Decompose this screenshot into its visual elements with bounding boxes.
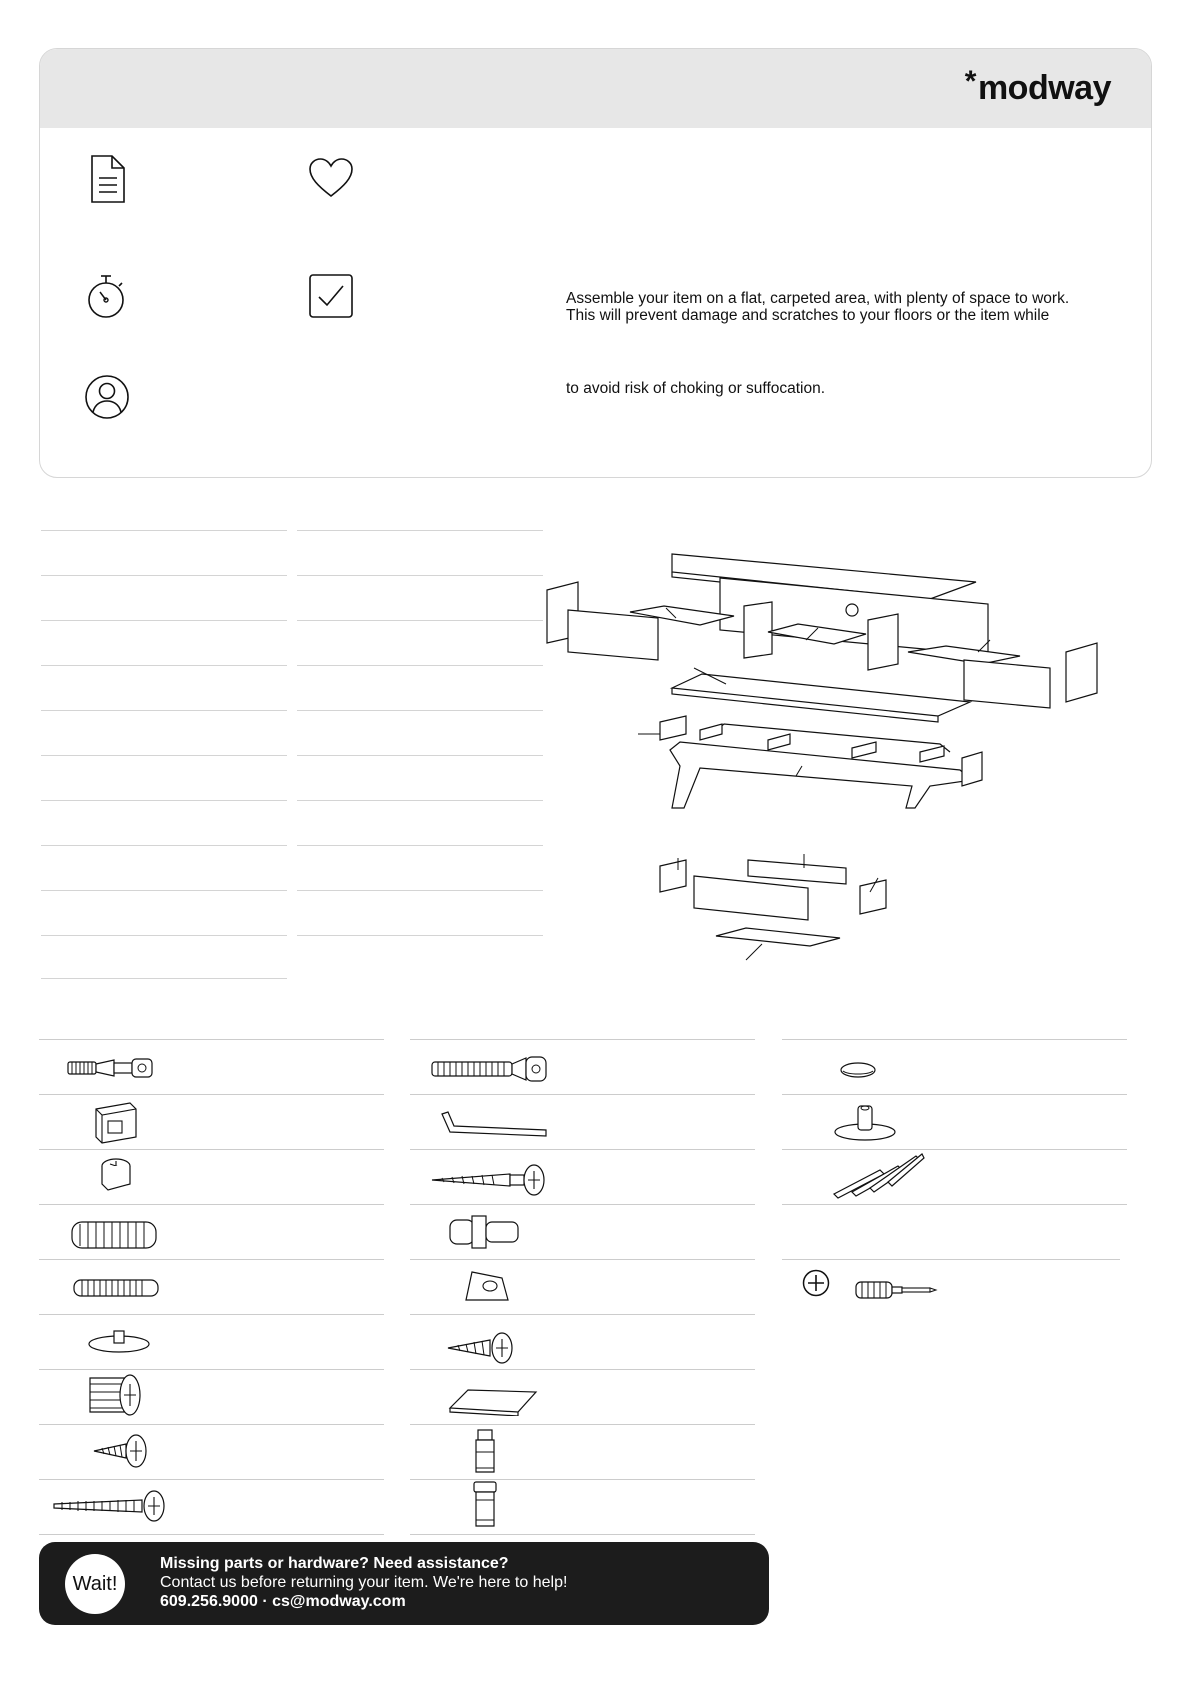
hardware-row-divider: [39, 1424, 384, 1425]
screwdriver-icon: [854, 1278, 938, 1302]
parts-row-divider: [297, 755, 543, 756]
parts-row-divider: [41, 845, 287, 846]
left-door: [568, 610, 658, 660]
parts-row-divider: [297, 575, 543, 576]
stopwatch-icon: [86, 273, 128, 319]
cam-lock-large-icon: [90, 1099, 140, 1145]
parts-row-divider: [41, 665, 287, 666]
wait-badge: Wait!: [65, 1554, 125, 1614]
long-cam-bolt-icon: [430, 1054, 550, 1084]
hardware-row-divider: [410, 1149, 755, 1150]
bumper-pin-icon: [472, 1428, 498, 1478]
tip-line-1: Assemble your item on a flat, carpeted area, with plenty of space to work.: [566, 290, 1070, 307]
felt-pad-icon: [448, 1386, 540, 1416]
cam-bolt-icon: [66, 1054, 166, 1082]
hardware-row-divider: [410, 1479, 755, 1480]
hardware-row-divider: [39, 1204, 384, 1205]
parts-row-divider: [41, 755, 287, 756]
left-divider: [744, 602, 772, 658]
small-wood-screw-icon: [446, 1330, 522, 1366]
parts-row-divider: [41, 890, 287, 891]
parts-row-divider: [297, 935, 543, 936]
drawer-front: [694, 876, 808, 920]
hardware-row-divider: [782, 1259, 1120, 1260]
parts-row-divider: [41, 800, 287, 801]
parts-row-divider: [297, 710, 543, 711]
drawer-right: [860, 880, 886, 914]
parts-row-divider: [41, 978, 287, 979]
phillips-head-icon: [801, 1268, 831, 1298]
long-screw-icon: [52, 1488, 172, 1524]
drawer-back: [748, 860, 846, 884]
hardware-row-divider: [39, 1369, 384, 1370]
hardware-row-divider: [39, 1259, 384, 1260]
instructions-card: [39, 48, 1152, 478]
shelf-pin-icon: [448, 1214, 524, 1252]
parts-row-divider: [297, 665, 543, 666]
parts-row-divider: [41, 935, 287, 936]
help-contact[interactable]: 609.256.9000 · cs@modway.com: [160, 1593, 406, 1610]
hardware-row-divider: [39, 1039, 384, 1040]
short-screw-icon: [92, 1432, 152, 1470]
help-body: Contact us before returning your item. We're here to help!: [160, 1574, 568, 1591]
right-divider: [868, 614, 898, 670]
card-header: [40, 49, 1151, 128]
tip-line-3: to avoid risk of choking or suffocation.: [566, 380, 826, 397]
parts-row-divider: [297, 890, 543, 891]
tip-line-2: This will prevent damage and scratches to your floors or the item while: [566, 307, 1050, 324]
help-banner: [39, 1542, 769, 1625]
right-end-panel: [1066, 643, 1097, 702]
parts-row-divider: [41, 710, 287, 711]
hardware-row-divider: [410, 1534, 755, 1535]
bumper-pin-large-icon: [470, 1480, 500, 1532]
heart-icon: [308, 157, 354, 199]
parts-row-divider: [41, 530, 287, 531]
hardware-row-divider: [410, 1094, 755, 1095]
glide-foot-icon: [86, 1325, 152, 1355]
parts-row-divider: [297, 800, 543, 801]
parts-row-divider: [41, 575, 287, 576]
cam-lock-small-icon: [98, 1156, 138, 1196]
hardware-row-divider: [39, 1479, 384, 1480]
hardware-row-divider: [782, 1039, 1127, 1040]
drawer-left: [660, 860, 686, 892]
wooden-dowel-large-icon: [70, 1218, 160, 1252]
exploded-assembly-diagram: [540, 540, 1100, 970]
drawer-bottom: [716, 928, 840, 946]
allen-key-icon: [440, 1108, 550, 1138]
right-door: [964, 660, 1050, 708]
help-text: [160, 1554, 567, 1611]
hardware-row-divider: [39, 1314, 384, 1315]
hardware-row-divider: [39, 1149, 384, 1150]
document-icon: [88, 154, 128, 204]
hardware-row-divider: [410, 1039, 755, 1040]
threaded-insert-icon: [86, 1372, 156, 1418]
adjustable-leveler-icon: [830, 1102, 900, 1144]
brand-logo: *modway: [964, 65, 1111, 107]
person-icon: [84, 374, 130, 420]
parts-row-divider: [297, 845, 543, 846]
parts-row-divider: [41, 620, 287, 621]
checkbox-icon: [308, 273, 354, 319]
round-bumper-icon: [838, 1060, 878, 1080]
parts-row-divider: [297, 530, 543, 531]
wood-screw-icon: [430, 1162, 550, 1198]
hardware-row-divider: [410, 1259, 755, 1260]
hardware-row-divider: [39, 1094, 384, 1095]
corner-bracket-icon: [462, 1266, 512, 1306]
hardware-row-divider: [39, 1534, 384, 1535]
hardware-row-divider: [782, 1094, 1127, 1095]
hardware-row-divider: [410, 1204, 755, 1205]
wooden-dowel-small-icon: [72, 1276, 162, 1300]
hardware-row-divider: [410, 1314, 755, 1315]
parts-row-divider: [297, 620, 543, 621]
hardware-row-divider: [410, 1424, 755, 1425]
hardware-row-divider: [782, 1204, 1127, 1205]
hardware-row-divider: [410, 1369, 755, 1370]
drawer-slides-icon: [830, 1148, 926, 1202]
help-heading: Missing parts or hardware? Need assistance?: [160, 1555, 509, 1572]
